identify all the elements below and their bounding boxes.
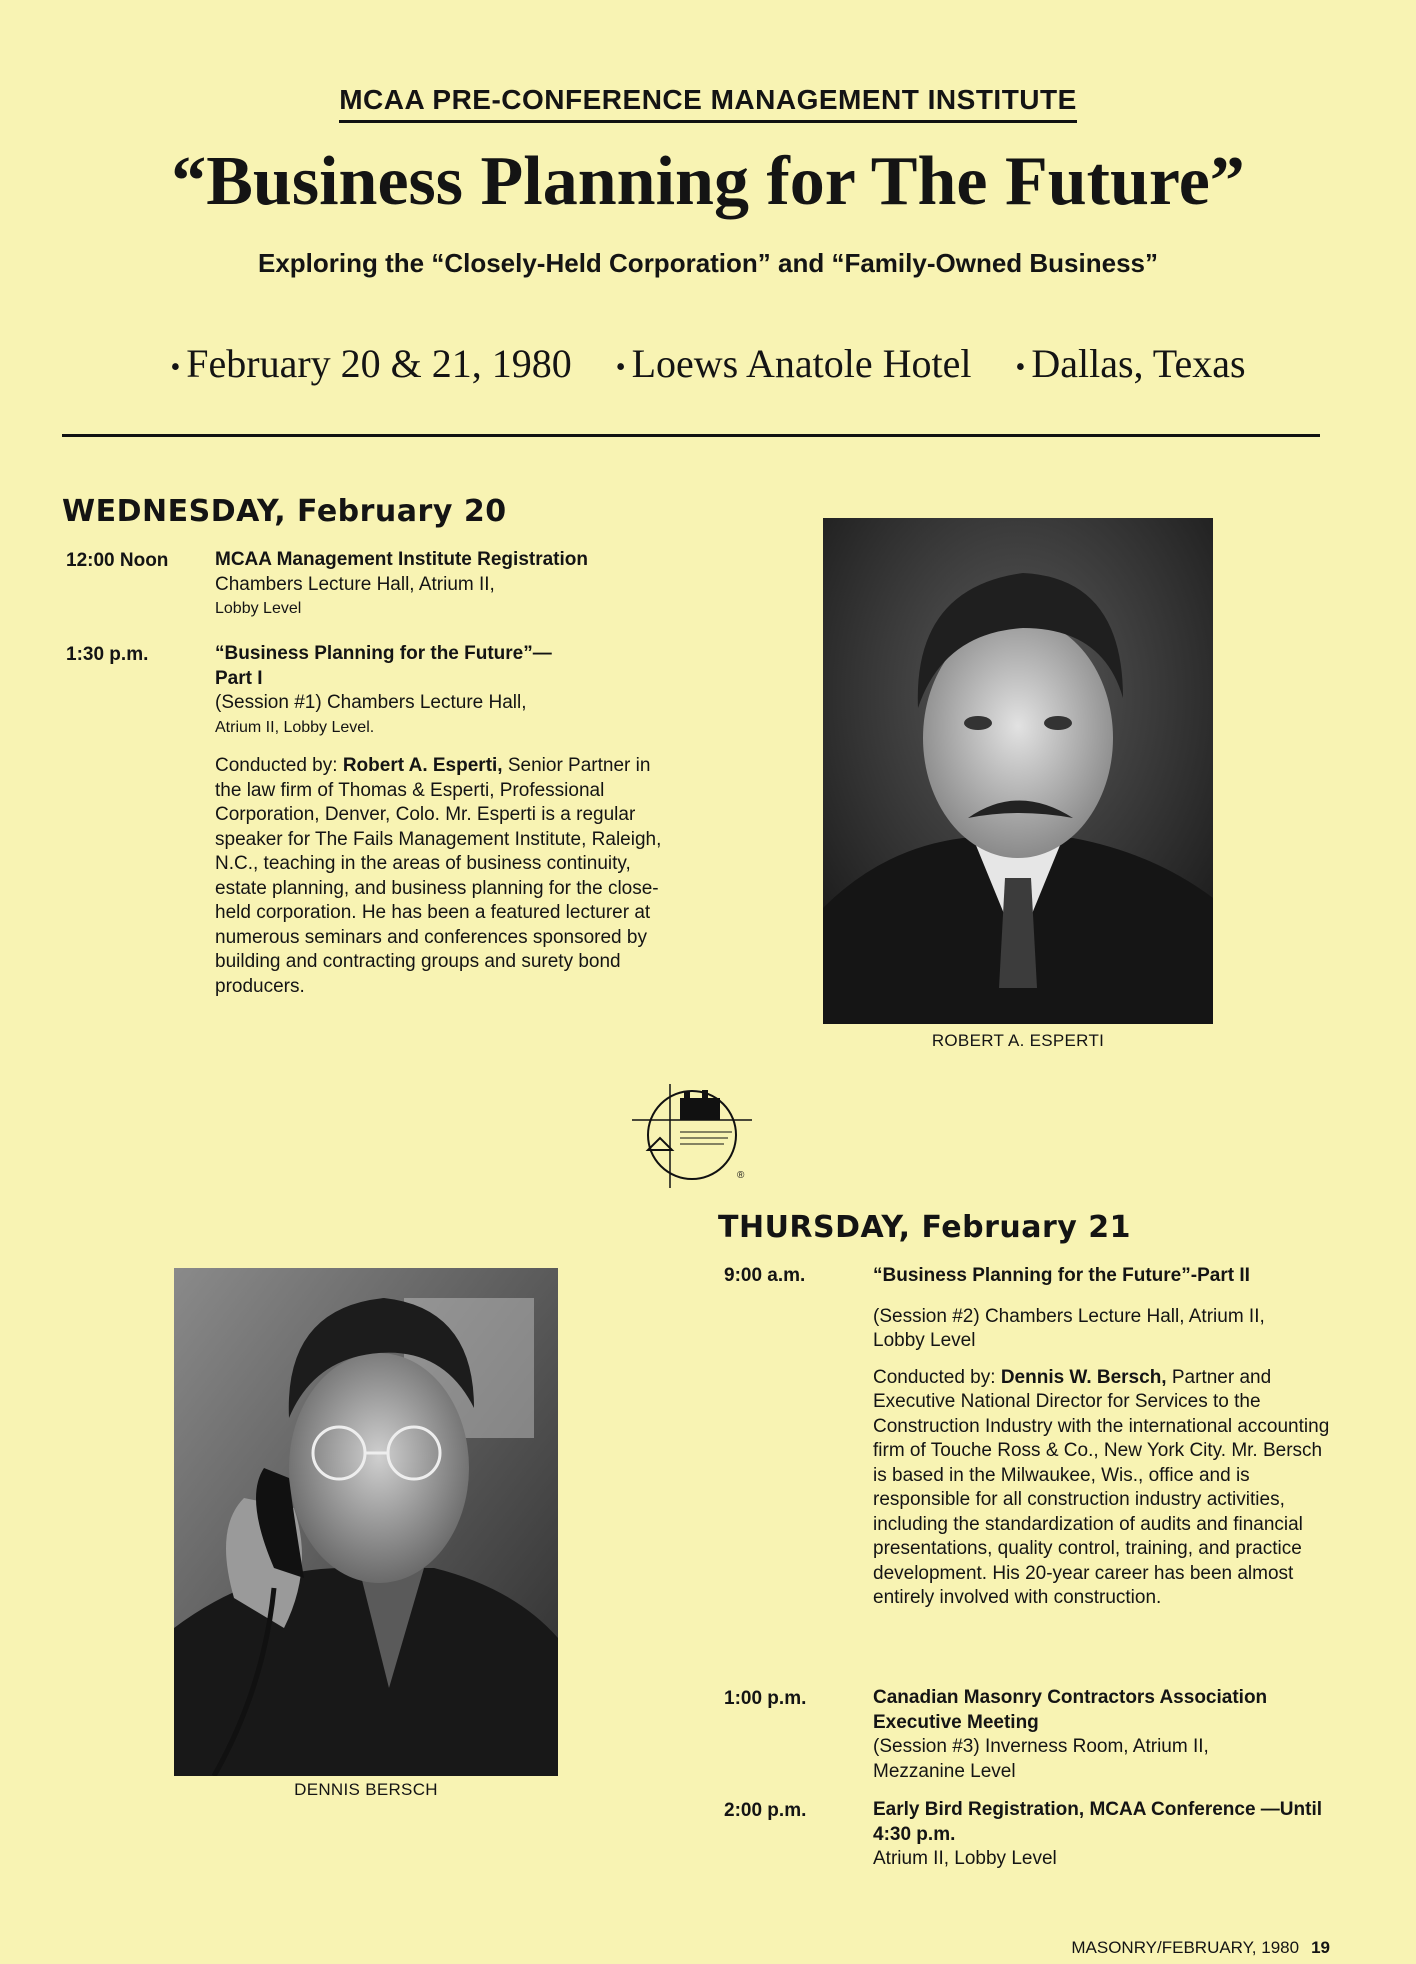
- speaker-name: Robert A. Esperti,: [342, 755, 503, 776]
- schedule-entry: [873, 1798, 1333, 1872]
- conducted-label: Conducted by:: [873, 1366, 1001, 1388]
- entry-location: Atrium II, Lobby Level: [873, 1848, 1057, 1869]
- dateline-city: Dallas, Texas: [1031, 341, 1246, 386]
- speaker-bio: Senior Partner in the law firm of Thomas & Esperti, Professional Corporation, Denver, Colo. Mr. Esperti is a regular speaker for The Fails Management Institute, Raleigh, N.C., teaching in the areas of business continuity, estate planning, and business planning for the close-held corporation. He has been a featured lecturer at numerous seminars and conferences sponsored by building and contracting groups and surety bond producers.: [215, 755, 662, 997]
- entry-bio: [215, 754, 675, 999]
- logo-graphic: [632, 1080, 752, 1190]
- wednesday-heading: WEDNESDAY, February 20: [62, 494, 507, 529]
- entry-title: Early Bird Registration, MCAA Conference —Until 4:30 p.m.: [873, 1799, 1323, 1845]
- registered-mark: ®: [737, 1170, 745, 1181]
- entry-location: Chambers Lecture Hall, Atrium II,: [215, 573, 495, 595]
- speaker-photo-bersch: [174, 1268, 558, 1776]
- schedule-entry: [215, 642, 685, 999]
- schedule-entry: [873, 1264, 1343, 1611]
- page-number: 19: [1311, 1938, 1330, 1957]
- entry-location: (Session #1) Chambers Lecture Hall,: [215, 692, 527, 713]
- photo-caption: ROBERT A. ESPERTI: [931, 1031, 1105, 1050]
- schedule-time: 1:30 p.m.: [66, 644, 149, 665]
- entry-location: (Session #3) Inverness Room, Atrium II, Mezzanine Level: [873, 1736, 1209, 1782]
- speaker-name: Dennis W. Bersch,: [1000, 1366, 1167, 1388]
- header-rule: [62, 434, 1320, 437]
- schedule-time: 2:00 p.m.: [724, 1800, 807, 1821]
- entry-bio: [873, 1366, 1333, 1611]
- entry-title: Canadian Masonry Contractors Association Executive Meeting: [873, 1687, 1268, 1733]
- entry-title: MCAA Management Institute Registration: [215, 549, 588, 570]
- kicker: MCAA PRE-CONFERENCE MANAGEMENT INSTITUTE: [0, 84, 1416, 123]
- portrait-illustration: [174, 1268, 558, 1776]
- schedule-entry: [215, 548, 685, 622]
- entry-title: “Business Planning for the Future”-Part II: [873, 1265, 1250, 1286]
- dateline: [0, 340, 1416, 392]
- bullet-icon: •: [615, 351, 626, 383]
- page-footer: [1071, 1938, 1330, 1958]
- bullet-icon: •: [170, 351, 181, 383]
- speaker-bio: Partner and Executive National Director for Services to the Construction Industry with the international accounting firm of Touche Ross & Co., New York City. Mr. Bersch is based in the Milwaukee, Wis., office and is responsible for all construction industry activities, including the standardization of audits and financial presentations, quality control, training, and practice development. His 20-year career has been almost entirely involved with construction.: [873, 1366, 1330, 1608]
- schedule-time: 9:00 a.m.: [724, 1265, 806, 1286]
- speaker-photo-esperti: [823, 518, 1213, 1024]
- entry-location: (Session #2) Chambers Lecture Hall, Atrium II, Lobby Level: [873, 1305, 1265, 1351]
- thursday-heading: THURSDAY, February 21: [718, 1210, 1132, 1245]
- schedule-time: 12:00 Noon: [66, 550, 169, 571]
- schedule-time: 1:00 p.m.: [724, 1688, 807, 1709]
- page-title: “Business Planning for The Future”: [171, 143, 1245, 220]
- publication-line: MASONRY/FEBRUARY, 1980: [1071, 1938, 1300, 1957]
- entry-location-2: Lobby Level: [215, 600, 302, 617]
- entry-location-2: Atrium II, Lobby Level.: [215, 718, 375, 736]
- photo-caption: DENNIS BERSCH: [294, 1780, 438, 1799]
- entry-title-2: Part I: [215, 667, 263, 689]
- subtitle: Exploring the “Closely-Held Corporation” and “Family-Owned Business”: [257, 248, 1158, 278]
- bullet-icon: •: [1015, 351, 1026, 383]
- schedule-entry: [873, 1686, 1273, 1784]
- dateline-venue: Loews Anatole Hotel: [631, 341, 972, 386]
- entry-title: “Business Planning for the Future”—: [215, 643, 552, 664]
- mcaa-logo-icon: [632, 1080, 752, 1190]
- conducted-label: Conducted by:: [215, 755, 343, 776]
- dateline-date: February 20 & 21, 1980: [186, 341, 572, 386]
- portrait-illustration: [823, 518, 1213, 1024]
